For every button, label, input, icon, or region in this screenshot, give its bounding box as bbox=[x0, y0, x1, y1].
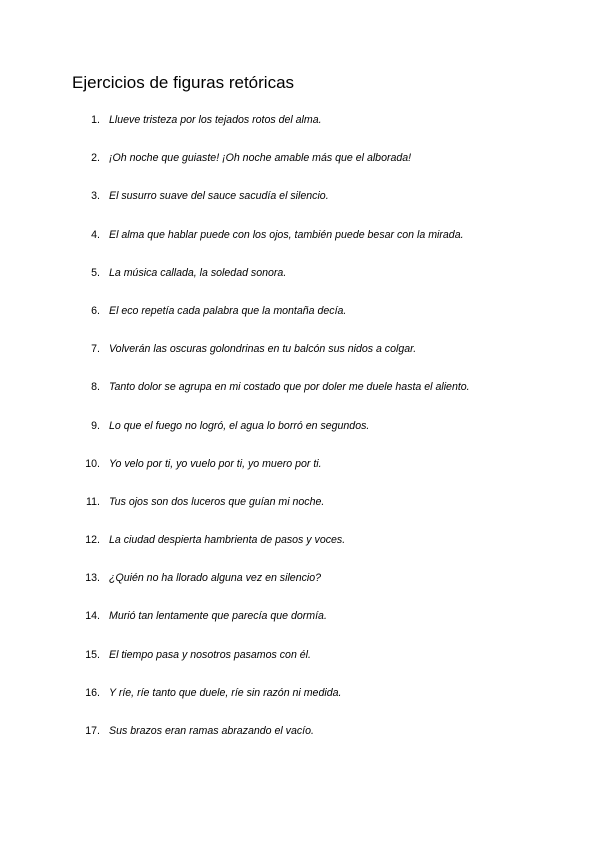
exercise-number: 12. bbox=[85, 534, 100, 547]
exercise-number: 4. bbox=[91, 228, 100, 241]
exercise-item bbox=[0, 149, 600, 187]
exercise-number: 9. bbox=[91, 419, 100, 432]
exercise-sentence: ¡Oh noche que guiaste! ¡Oh noche amable más que el alborada! bbox=[109, 152, 412, 165]
exercise-item bbox=[0, 187, 600, 225]
exercise-item bbox=[0, 264, 600, 302]
exercise-number: 5. bbox=[91, 266, 100, 279]
exercise-number: 10. bbox=[85, 457, 100, 470]
exercise-sentence: La música callada, la soledad sonora. bbox=[109, 266, 287, 279]
exercise-number: 3. bbox=[91, 190, 100, 203]
exercise-item bbox=[0, 493, 600, 531]
exercise-item bbox=[0, 226, 600, 264]
exercise-sentence: Llueve tristeza por los tejados rotos del alma. bbox=[109, 114, 322, 126]
exercise-number: 11. bbox=[86, 495, 100, 508]
exercise-item bbox=[0, 684, 600, 722]
exercise-sentence: Murió tan lentamente que parecía que dormía. bbox=[109, 610, 327, 623]
exercise-number: 8. bbox=[91, 381, 100, 394]
exercise-sentence: Lo que el fuego no logró, el agua lo borró en segundos. bbox=[109, 419, 370, 432]
exercise-number: 7. bbox=[91, 343, 100, 356]
exercise-sentence: El susurro suave del sauce sacudía el silencio. bbox=[109, 190, 329, 203]
exercise-sentence: Sus brazos eran ramas abrazando el vacío. bbox=[109, 725, 314, 737]
exercise-number: 16. bbox=[85, 686, 100, 699]
exercise-sentence: El eco repetía cada palabra que la montaña decía. bbox=[109, 304, 347, 317]
exercise-sentence: Tus ojos son dos luceros que guían mi noche. bbox=[109, 495, 325, 508]
exercise-item bbox=[0, 646, 600, 684]
exercise-item bbox=[0, 569, 600, 607]
exercise-sentence: Tanto dolor se agrupa en mi costado que por doler me duele hasta el aliento. bbox=[109, 381, 470, 394]
exercise-number: 13. bbox=[85, 572, 100, 585]
exercise-item bbox=[0, 722, 600, 760]
exercise-item bbox=[0, 531, 600, 569]
exercise-number: 14. bbox=[85, 610, 100, 623]
exercise-sentence: El alma que hablar puede con los ojos, también puede besar con la mirada. bbox=[109, 228, 464, 241]
page-title: Ejercicios de figuras retóricas bbox=[72, 73, 295, 92]
exercise-sentence: El tiempo pasa y nosotros pasamos con él. bbox=[109, 648, 311, 661]
exercise-number: 1. bbox=[91, 114, 100, 126]
exercise-sentence: Yo velo por ti, yo vuelo por ti, yo muero por ti. bbox=[109, 457, 322, 470]
exercise-number: 17. bbox=[85, 725, 100, 737]
exercise-item bbox=[0, 302, 600, 340]
exercise-sentence: Volverán las oscuras golondrinas en tu balcón sus nidos a colgar. bbox=[109, 343, 417, 356]
exercise-sentence: Y ríe, ríe tanto que duele, ríe sin razón ni medida. bbox=[109, 686, 342, 699]
exercise-item bbox=[0, 378, 600, 416]
exercise-item bbox=[0, 455, 600, 493]
exercise-item bbox=[0, 417, 600, 455]
exercise-number: 2. bbox=[91, 152, 100, 165]
exercise-number: 15. bbox=[85, 648, 100, 661]
exercise-number: 6. bbox=[91, 304, 100, 317]
exercise-item bbox=[0, 607, 600, 645]
exercise-item bbox=[0, 340, 600, 378]
exercise-list bbox=[0, 111, 600, 760]
exercise-item bbox=[0, 111, 600, 149]
exercise-sentence: La ciudad despierta hambrienta de pasos y voces. bbox=[109, 534, 346, 547]
exercise-sentence: ¿Quién no ha llorado alguna vez en silencio? bbox=[109, 572, 322, 585]
